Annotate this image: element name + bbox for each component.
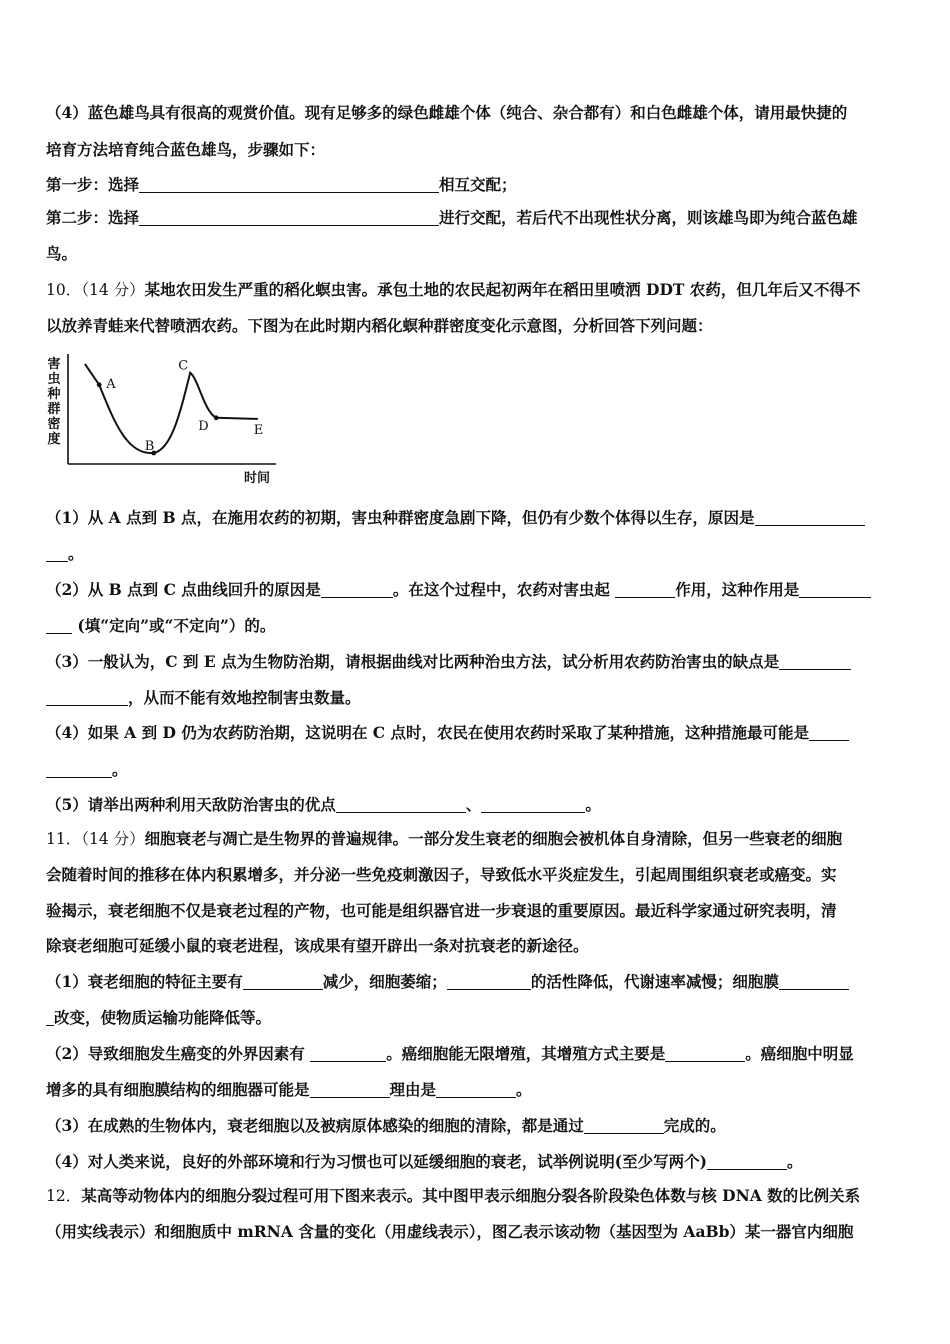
text-segment: 第一步：选择 [46, 175, 140, 194]
text-line: （4）蓝色雄鸟具有很高的观赏价值。现有足够多的绿色雌雄个体（纯合、杂合都有）和白色雌雄个体，请用最快捷的 [46, 103, 848, 122]
text-segment: 作用，这种作用是 [675, 580, 800, 599]
answer-blank[interactable] [139, 209, 439, 226]
text-segment: （3）在成熟的生物体内，衰老细胞以及被病原体感染的细胞的清除，都是通过 [46, 1116, 584, 1135]
text-segment: 完成的。 [663, 1116, 726, 1135]
answer-blank[interactable] [707, 1153, 787, 1170]
y-axis-label-char: 度 [47, 432, 61, 447]
text-segment: 某地农田发生严重的稻化螟虫害。承包土地的农民起初两年在稻田里喷洒 DDT 农药，但几年后又不得不 [144, 280, 861, 299]
text-segment: （1）衰老细胞的特征主要有 [46, 972, 243, 991]
text-line: 会随着时间的推移在体内积累增多，并分泌一些免疫刺激因子，导致低水平炎症发生，引起周围组织衰老或癌变。实 [46, 865, 837, 884]
text-segment: 的活性降低，代谢速率减慢；细胞膜 [530, 972, 779, 991]
answer-blank[interactable] [321, 581, 393, 598]
population-density-chart [44, 352, 284, 492]
question-10-header [46, 280, 906, 300]
text-line [46, 508, 906, 528]
answer-blank[interactable] [755, 509, 865, 526]
text-line: 验揭示，衰老细胞不仅是衰老过程的产物，也可能是组织器官进一步衰退的重要原因。最近科学家通过研究表明，清 [46, 901, 837, 920]
text-segment: 。 [786, 1152, 803, 1171]
answer-blank[interactable] [447, 973, 531, 990]
text-line [46, 580, 906, 600]
text-segment: 细胞衰老与凋亡是生物界的普遍规律。一部分发生衰老的细胞会被机体自身清除，但另一些衰老的细胞 [144, 829, 843, 848]
text-line [46, 544, 906, 564]
text-line [46, 723, 906, 743]
text-segment: 。 [516, 1080, 532, 1099]
text-line: 鸟。 [46, 244, 78, 263]
answer-blank[interactable] [243, 973, 323, 990]
point-label-b: B [144, 439, 155, 454]
question-number: 12． [46, 1187, 82, 1205]
answer-blank[interactable] [799, 581, 871, 598]
answer-blank[interactable] [46, 761, 112, 778]
text-segment: （2）导致细胞发生癌变的外界因素有 [46, 1044, 311, 1063]
text-line [46, 1152, 906, 1172]
text-line [46, 972, 906, 992]
point-a [97, 382, 102, 387]
text-line [46, 1044, 906, 1064]
text-segment: (填“定向”或“不定向”）的。 [72, 616, 276, 635]
answer-blank[interactable] [336, 796, 466, 813]
text-segment: 。在这个过程中，农药对害虫起 [392, 580, 616, 599]
question-11-header [46, 829, 906, 849]
answer-blank[interactable] [310, 1045, 386, 1062]
text-line [46, 760, 906, 780]
point-label-c: C [178, 358, 189, 374]
point-d [214, 415, 219, 420]
text-segment: （1）从 A 点到 B 点，在施用农药的初期，害虫种群密度急剧下降，但仍有少数个体得以生存，原因是 [46, 508, 755, 527]
text-line: 除衰老细胞可延缓小鼠的衰老进程，该成果有望开辟出一条对抗衰老的新途径。 [46, 936, 589, 955]
text-line [46, 1116, 906, 1136]
answer-blank[interactable] [779, 973, 849, 990]
text-segment: （5）请举出两种利用天敌防治害虫的优点 [46, 795, 336, 814]
answer-blank[interactable] [779, 653, 851, 670]
answer-blank[interactable] [615, 581, 675, 598]
answer-blank[interactable] [46, 545, 68, 562]
text-segment: （3）一般认为，C 到 E 点为生物防治期，请根据曲线对比两种治虫方法，试分析用农药防治害虫的缺点是 [46, 652, 780, 671]
answer-blank[interactable] [436, 1081, 516, 1098]
text-segment: 第二步：选择 [46, 208, 140, 227]
point-label-a: A [106, 376, 116, 392]
text-segment: 改变，使物质运输功能降低等。 [54, 1008, 272, 1027]
text-line [46, 175, 906, 195]
point-label-d: D [198, 418, 209, 434]
text-segment: 增多的具有细胞膜结构的细胞器可能是 [46, 1080, 310, 1099]
answer-blank[interactable] [46, 617, 72, 634]
text-line [46, 652, 906, 672]
text-segment: （2）从 B 点到 C 点曲线回升的原因是 [46, 580, 321, 599]
text-segment: （4）如果 A 到 D 仍为农药防治期，这说明在 C 点时，农民在使用农药时采取了某种措施，这种措施最可能是 [46, 723, 809, 742]
y-axis-label-char: 害 [47, 357, 61, 372]
question-12-header [46, 1186, 906, 1206]
y-axis-label-char: 密 [47, 417, 61, 432]
text-segment: 减少，细胞萎缩； [322, 972, 447, 991]
text-segment: 进行交配，若后代不出现性状分离，则该雄鸟即为纯合蓝色雄 [439, 208, 858, 227]
point-label-e: E [253, 422, 264, 438]
text-line [46, 208, 906, 228]
text-segment: （4）对人类来说，良好的外部环境和行为习惯也可以延缓细胞的衰老，试举例说明(至少写两个) [46, 1152, 707, 1171]
text-segment: 。 [112, 760, 128, 779]
answer-blank[interactable] [584, 1117, 664, 1134]
text-segment: ，从而不能有效地控制害虫数量。 [128, 688, 361, 707]
answer-blank[interactable] [46, 1009, 54, 1026]
text-line: 培育方法培育纯合蓝色雄鸟，步骤如下： [46, 140, 326, 159]
text-line [46, 616, 906, 636]
answer-blank[interactable] [310, 1081, 390, 1098]
answer-blank[interactable] [809, 724, 849, 741]
text-line [46, 795, 906, 815]
text-segment: 、 [465, 795, 482, 814]
y-axis-label-char: 群 [47, 402, 61, 417]
text-line [46, 1008, 906, 1028]
text-line [46, 688, 906, 708]
answer-blank[interactable] [665, 1045, 745, 1062]
text-line: （用实线表示）和细胞质中 mRNA 含量的变化（用虚线表示），图乙表示该动物（基因型为 AaBb）某一器官内细胞 [46, 1222, 854, 1241]
question-number: 10．（14 分） [46, 281, 145, 299]
x-axis-label: 时间 [243, 471, 271, 486]
answer-blank[interactable] [46, 689, 128, 706]
text-segment: 理由是 [389, 1080, 437, 1099]
text-segment: 某高等动物体内的细胞分裂过程可用下图来表示。其中图甲表示细胞分裂各阶段染色体数与核 DNA 数的比例关系 [81, 1186, 861, 1205]
text-segment: 。癌细胞能无限增殖，其增殖方式主要是 [386, 1044, 666, 1063]
answer-blank[interactable] [481, 796, 585, 813]
text-segment: 。 [68, 544, 84, 563]
answer-blank[interactable] [139, 176, 439, 193]
y-axis-label-char: 种 [47, 387, 61, 402]
text-segment: 相互交配； [439, 175, 517, 194]
text-line [46, 1080, 906, 1100]
text-segment: 。 [585, 795, 601, 814]
y-axis-label-char: 虫 [47, 372, 61, 387]
text-line: 以放养青蛙来代替喷洒农药。下图为在此时期内稻化螟种群密度变化示意图，分析回答下列问题： [46, 316, 713, 335]
text-segment: 。癌细胞中明显 [745, 1044, 854, 1063]
y-axis-label [46, 356, 61, 447]
question-number: 11．（14 分） [46, 830, 145, 848]
